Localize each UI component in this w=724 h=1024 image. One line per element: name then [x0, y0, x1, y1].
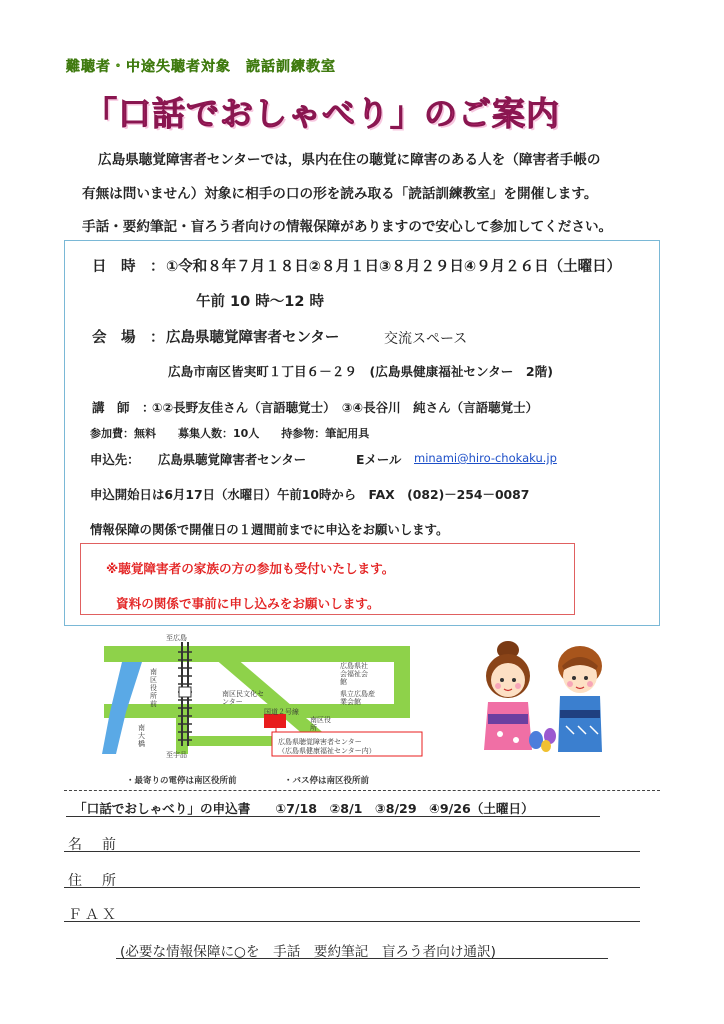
name-label: 名 前 — [68, 837, 119, 853]
venue-address: 広島市南区皆実町１丁目６－２９ (広島県健康福祉センター 2階) — [168, 364, 553, 379]
lecturer-value: ①②長野友佳さん（言語聴覚士） ③④長谷川 純さん（言語聴覚士） — [152, 400, 539, 415]
apply-value: 広島県聴覚障害者センター — [158, 452, 307, 467]
map-road-top — [104, 646, 410, 662]
map-tram-stop — [179, 687, 191, 697]
venue-label: 会 場 ： — [92, 330, 165, 346]
venue-value: 広島県聴覚障害者センター — [166, 330, 340, 346]
map-to-hiroshima: 至広島 — [166, 634, 187, 642]
map-minami-bunka: 南区民文化センター — [222, 690, 264, 706]
map-ward-office: 南区役所 — [310, 716, 331, 732]
cut-line — [64, 790, 660, 791]
intro-line-2: 有無は問いません）対象に相手の口の形を読み取る「読話訓練教室」を開催します。 — [82, 186, 598, 202]
apply-note: 情報保障の関係で開催日の１週間前までに申込をお願いします。 — [90, 522, 449, 537]
venue-room: 交流スペース — [384, 331, 468, 347]
map-health-center: 広島県社会福祉会館 — [340, 662, 368, 686]
map-industry-hall: 県立広島産業会館 — [340, 690, 375, 706]
map-route2: 国道２号線 — [264, 708, 299, 716]
form-heading: 「口話でおしゃべり」の申込書 ①7/18 ②8/1 ③8/29 ④9/26（土曜日） — [74, 801, 534, 816]
map-center-label-1: 広島県聴覚障害者センター — [278, 738, 362, 746]
date-value: ①令和８年７月１８日②８月１日③８月２９日④９月２６日（土曜日） — [166, 259, 622, 275]
map-note-tram: ・最寄りの電停は南区役所前 — [126, 776, 237, 786]
support-note-underline — [116, 958, 608, 959]
map-note-bus: ・バス停は南区役所前 — [284, 776, 370, 786]
page-title: 「口話でおしゃべり」のご案内 — [84, 94, 560, 133]
address-label: 住 所 — [68, 873, 119, 889]
map-center-label-2: （広島県健康福祉センター内） — [278, 747, 376, 755]
lecturer-label: 講 師 ： — [92, 400, 155, 415]
intro-line-3: 手話・要約筆記・盲ろう者向けの情報保障がありますので安心して参加してください。 — [82, 219, 613, 235]
map-road-right — [394, 646, 410, 718]
email-link[interactable]: minami@hiro-chokaku.jp — [414, 451, 557, 465]
map-minamiohashi: 南大橋 — [138, 724, 145, 748]
form-heading-underline — [66, 816, 600, 817]
fax-label: ＦＡＸ — [68, 907, 119, 923]
event-subtitle: 難聴者・中途失聴者対象 読話訓練教室 — [66, 59, 336, 75]
notice-family: ※聴覚障害者の家族の方の参加も受付いたします。 — [106, 561, 395, 576]
yukata-children-illustration — [478, 636, 616, 756]
name-field[interactable] — [64, 851, 640, 852]
time-value: 午前 10 時～12 時 — [196, 294, 325, 310]
support-note: (必要な情報保障に○を 手話 要約筆記 盲ろう者向け通訳) — [120, 944, 496, 960]
notice-advance: 資料の関係で事前に申し込みをお願いします。 — [116, 596, 380, 611]
map-to-ujina: 至宇品 — [166, 751, 187, 759]
date-label: 日 時 ： — [92, 259, 165, 275]
email-label: Eメール — [356, 452, 402, 467]
apply-label: 申込先： — [90, 452, 140, 467]
fax-field[interactable] — [64, 921, 640, 922]
fees-line: 参加費：無料 募集人数：10人 持参物：筆記用具 — [90, 427, 370, 440]
address-field[interactable] — [64, 887, 640, 888]
apply-start: 申込開始日は6月17日（水曜日）午前10時から FAX (082)－254－0087 — [90, 487, 530, 502]
intro-line-1: 広島県聴覚障害者センターでは，県内在住の聴覚に障害のある人を（障害者手帳の — [98, 152, 601, 168]
map-ward-office-front: 南区役所前 — [150, 668, 157, 708]
